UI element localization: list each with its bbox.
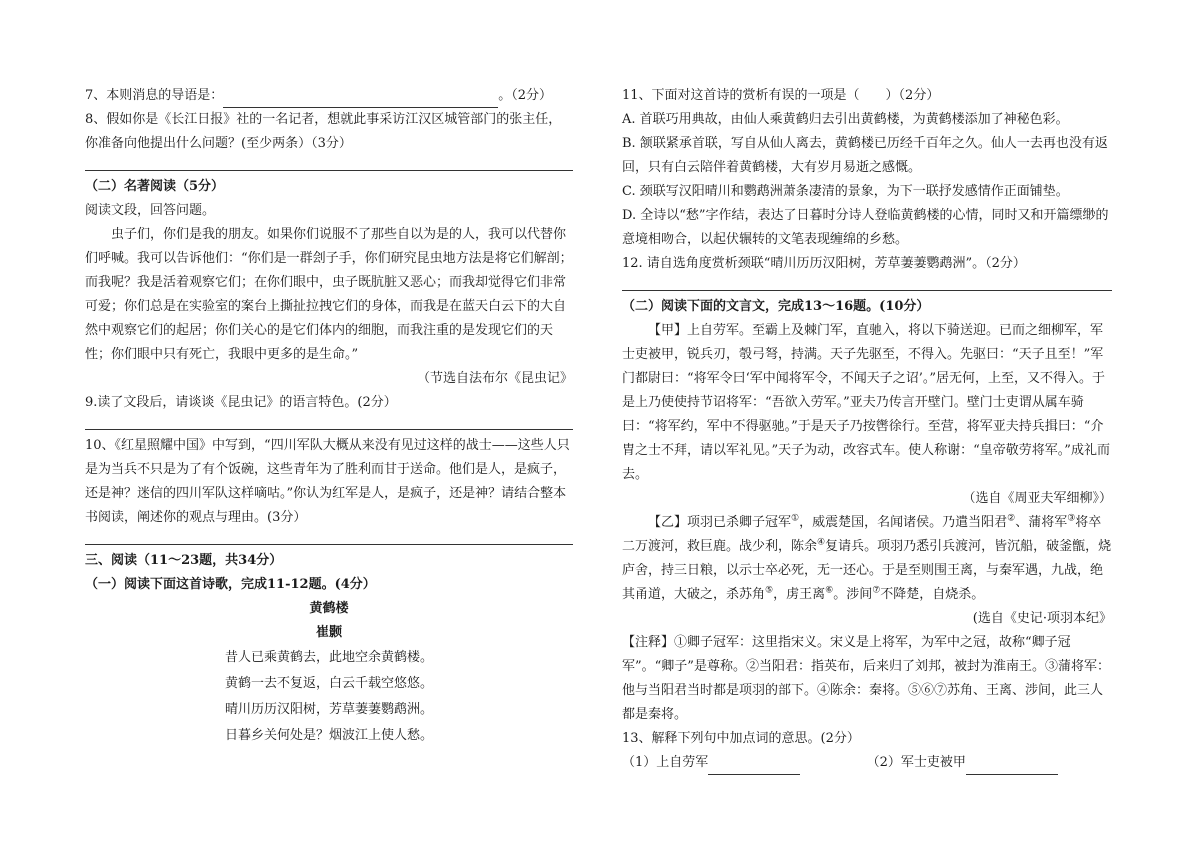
passage-jia: 【甲】上自劳军。至霸上及棘门军，直驰入，将以下骑送迎。已而之细柳军，军士吏被甲，锐兵刃，彀弓弩，持满。天子先驱至，不得入。先驱曰：“天子且至！”军门都尉曰：“将军令曰‘军中闻将军令，不闻天子之诏’。”居无何，上至，又不得入。于是上乃使使持节诏将军：“吾欲入劳军。”亚夫乃传言开壁门。壁门士吏谓从属车骑曰：“将军约，军中不得驱驰。”于是天子乃按辔徐行。至营，将军亚夫持兵揖曰：“介胄之士不拜，请以军礼见。”天子为动，改容式车。使人称谢：“皇帝敬劳将军。”成礼而去。 [622,323,1110,482]
question-10: 10、《红星照耀中国》中写到，“四川军队大概从来没有见过这样的战士——这些人只是为当兵不只是为了有个饭碗，这些青年为了胜利而甘于送命。他们是人，是疯子，还是神？迷信的四川军队这样嘀咕。”你认为红军是人，是疯子，还是神？请结合整本书阅读，阐述你的观点与理由。(3分） [85,438,570,525]
q13-item-2: （2）军士吏被甲 [866,755,966,770]
reading-passage: 虫子们，你们是我的朋友。如果你们说服不了那些自以为是的人，我可以代替你们呼喊。我可以告诉他们：“你们是一群刽子手，你们研究昆虫地方法是将它们解剖；而我呢？我是活着观察它们；在你们眼中，虫子既肮脏又恶心；而我却觉得它们非常可爱；你们总是在实验室的案台上撕扯拉拽它们的身体，而我是在蓝天白云下的大自然中观察它们的起居；你们关心的是它们体内的细胞，而我注重的是发现它们的天性；你们眼中只有死亡，我眼中更多的是生命。” [85,227,573,362]
q7-prefix: 7、本则消息的导语是： [85,88,224,103]
question-7 [85,84,573,108]
footnote-mark: ④ [817,537,826,548]
passage-source: （节选自法布尔《昆虫记》 [416,371,573,386]
answer-line[interactable] [85,156,573,171]
question-9: 9.读了文段后，请谈谈《昆虫记》的语言特色。(2分） [85,395,397,410]
poem-title: 黄鹤楼 [309,601,349,616]
text-segment: 、蒲将军 [1015,515,1068,530]
footnote-mark: ③ [1067,513,1076,524]
text-segment: ，虏王离 [773,587,826,602]
footnote-mark: ② [1007,513,1016,524]
poem-line: 日暮乡关何处是？烟波江上使人愁。 [224,728,433,743]
annotation: 【注释】①卿子冠军：这里指宋义。宋义是上将军，为军中之冠，故称“卿子冠军”。“卿子”是尊称。②当阳君：指英布，后来归了刘邦，被封为淮南王。③蒲将军：他与当阳君当时都是项羽的部下。④陈余：秦将。⑤⑥⑦苏角、王离、涉间，此三人都是秦将。 [622,635,1110,722]
answer-line[interactable] [622,276,1112,291]
text-segment: 将卒二万渡河，救巨鹿。战少利，陈余 [622,515,1102,554]
question-13: 13、解释下列句中加点词的意思。(2分） [622,731,860,746]
section-2-instruction: 阅读文段，回答问题。 [85,203,216,218]
left-column [85,84,573,749]
section-3-title: 三、阅读（11～23题，共34分） [85,553,283,568]
question-11: 11、下面对这首诗的赏析有误的一项是（ ）（2分） [622,88,940,103]
option-a: A. 首联巧用典故，由仙人乘黄鹤归去引出黄鹤楼，为黄鹤楼添加了神秘色彩。 [622,112,1069,127]
option-c: C. 颈联写汉阳晴川和鹦鹉洲萧条凄清的景象，为下一联抒发感情作正面铺垫。 [622,184,1069,199]
q13-item-1-blank[interactable] [708,774,800,775]
text-segment: 不降楚，自烧杀。 [880,587,985,602]
footnote-mark: ⑤ [765,585,774,596]
option-d: D. 全诗以“愁”字作结，表达了日暮时分诗人登临黄鹤楼的心情，同时又和开篇缥缈的意境相吻合，以起伏辗转的文笔表现缠绵的乡愁。 [622,208,1109,247]
right-column [622,84,1112,775]
passage-yi-source: (选自《史记·项羽本纪》 [972,611,1112,626]
question-8: 8、假如你是《长江日报》社的一名记者，想就此事采访江汉区城管部门的张主任，你准备向他提出什么问题？(至少两条）（3分） [85,112,562,151]
poem-line: 晴川历历汉阳树，芳草萋萋鹦鹉洲。 [224,702,433,717]
poem-body [85,645,573,749]
q13-item-1: （1）上自劳军 [622,755,709,770]
section-3-1-title: （一）阅读下面这首诗歌，完成11-12题。(4分） [85,577,376,592]
question-13-items [622,751,1112,775]
text-segment: 【乙】项羽已杀卿子冠军 [648,515,792,530]
poem-author: 崔颢 [315,625,342,640]
poem-line: 黄鹤一去不复返，白云千载空悠悠。 [224,676,433,691]
footnote-mark: ① [791,513,800,524]
passage-jia-source: （选自《周亚夫军细柳》） [962,491,1112,506]
footnote-mark: ⑦ [872,585,881,596]
q7-suffix: 。（2分） [498,88,553,103]
section-2-title: （二）名著阅读（5分） [85,179,225,194]
text-segment: 。涉间 [833,587,873,602]
poem-line: 昔人已乘黄鹤去，此地空余黄鹤楼。 [224,650,433,665]
text-segment: ，威震楚国，名闻诸侯。乃遣当阳君 [799,515,1008,530]
answer-line[interactable] [85,415,573,430]
passage-yi [622,511,1112,607]
answer-line[interactable] [85,530,573,545]
question-12: 12. 请自选角度赏析颈联“晴川历历汉阳树，芳草萋萋鹦鹉洲”。（2分） [622,256,1026,271]
footnote-mark: ⑥ [825,585,834,596]
classical-section-title: （二）阅读下面的文言文，完成13～16题。(10分） [622,299,930,314]
option-b: B. 颔联紧承首联，写自从仙人离去，黄鹤楼已历经千百年之久。仙人一去再也没有返回，只有白云陪伴着黄鹤楼，大有岁月易逝之感慨。 [622,136,1108,175]
q13-item-2-blank[interactable] [966,774,1058,775]
text-segment: 复请兵。项羽乃悉引兵渡河，皆沉船，破釜甑，烧庐舍，持三日粮，以示士卒必死，无一还心。于是至则围王离，与秦军遇，九战，绝其甬道，大破之，杀苏角 [622,539,1112,602]
